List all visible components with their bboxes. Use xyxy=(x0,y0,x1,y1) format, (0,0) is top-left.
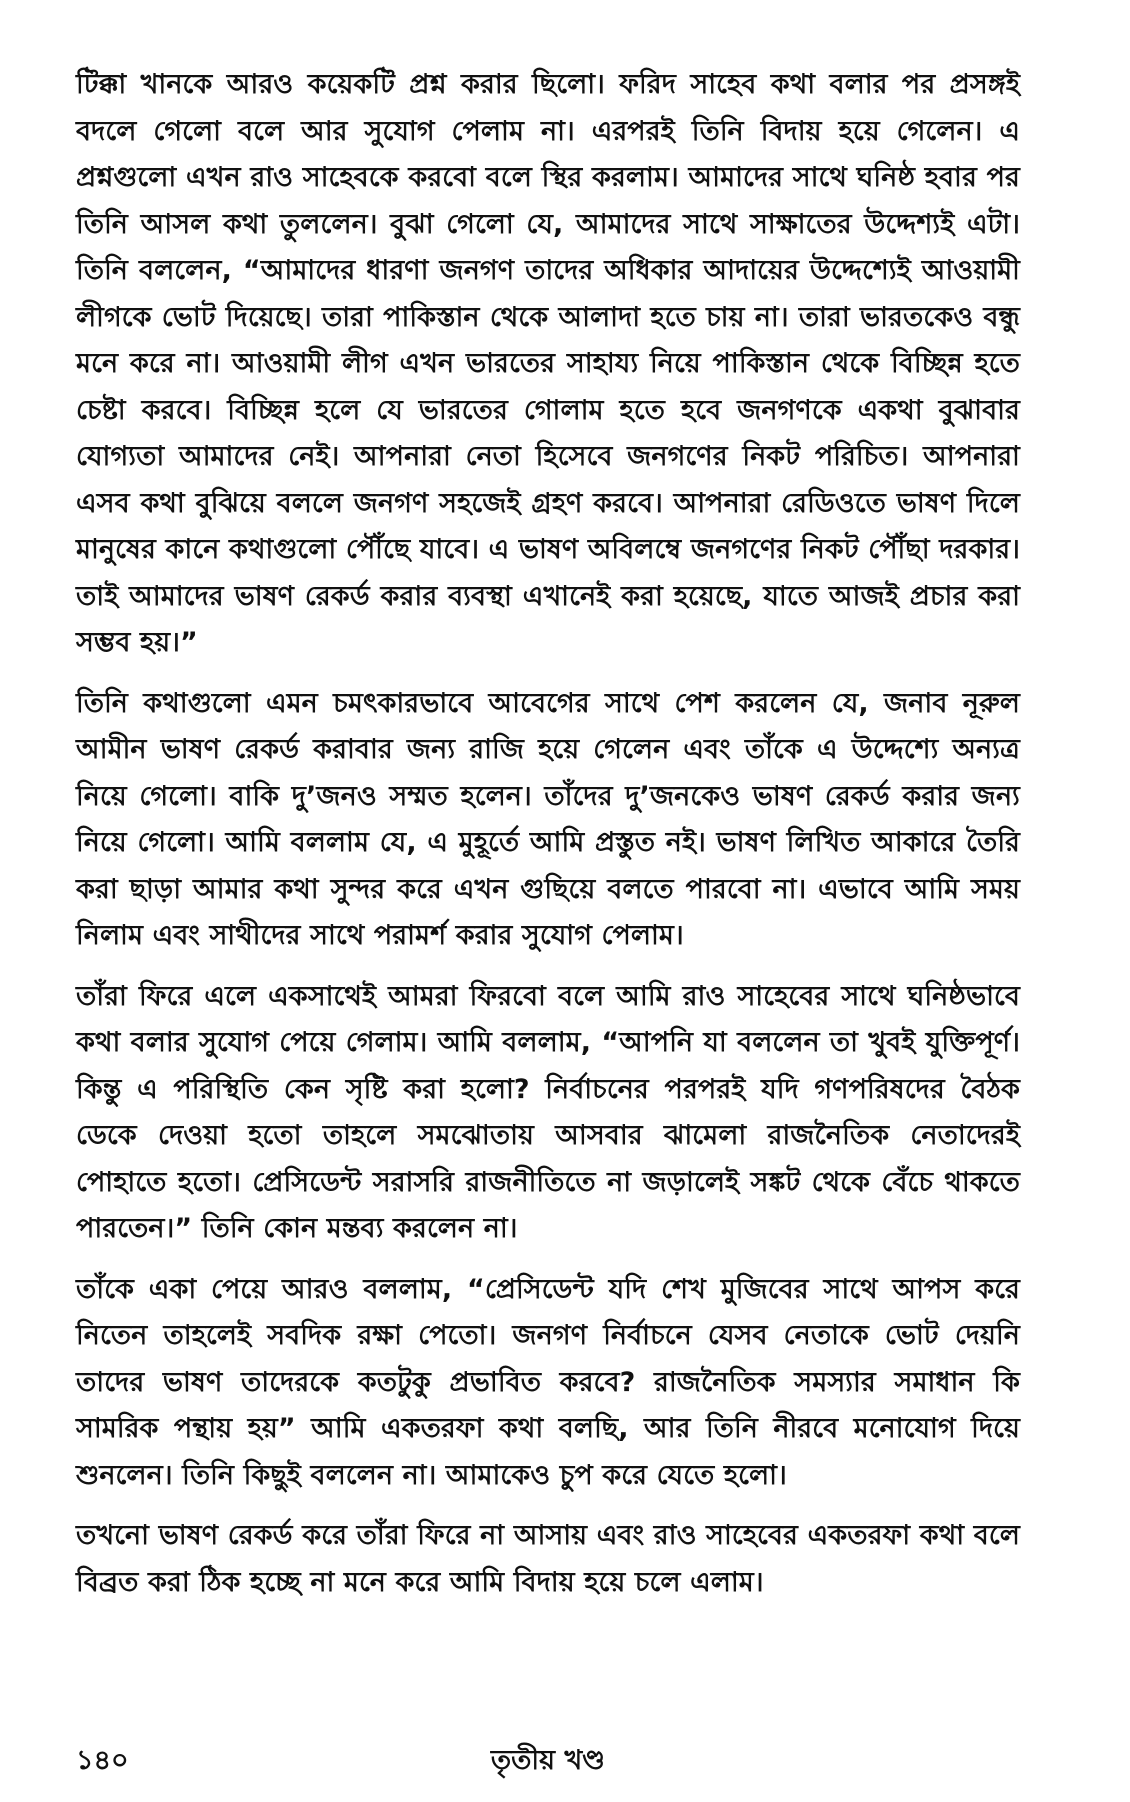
page-footer xyxy=(76,1740,1020,1780)
paragraph-2: তিনি কথাগুলো এমন চমৎকারভাবে আবেগের সাথে পেশ করলেন যে, জনাব নূরুল আমীন ভাষণ রেকর্ড করাবার জন্য রাজি হয়ে গেলেন এবং তাঁকে এ উদ্দেশ্যে অন্যত্র নিয়ে গেলো। বাকি দু’জনও সম্মত হলেন। তাঁদের দু’জনকেও ভাষণ রেকর্ড করার জন্য নিয়ে গেলো। আমি বললাম যে, এ মুহূর্তে আমি প্রস্তুত নই। ভাষণ লিখিত আকারে তৈরি করা ছাড়া আমার কথা সুন্দর করে এখন গুছিয়ে বলতে পারবো না। এভাবে আমি সময় নিলাম এবং সাথীদের সাথে পরামর্শ করার সুযোগ পেলাম। xyxy=(76,687,1020,951)
paragraph-5: তখনো ভাষণ রেকর্ড করে তাঁরা ফিরে না আসায় এবং রাও সাহেবের একতরফা কথা বলে বিব্রত করা ঠিক হচ্ছে না মনে করে আমি বিদায় হয়ে চলে এলাম। xyxy=(76,1520,1020,1598)
section-title: তৃতীয় খণ্ড xyxy=(490,1745,606,1776)
paragraph-3: তাঁরা ফিরে এলে একসাথেই আমরা ফিরবো বলে আমি রাও সাহেবের সাথে ঘনিষ্ঠভাবে কথা বলার সুযোগ পেয়ে গেলাম। আমি বললাম, “আপনি যা বললেন তা খুবই যুক্তিপূর্ণ। কিন্তু এ পরিস্থিতি কেন সৃষ্টি করা হলো? নির্বাচনের পরপরই যদি গণপরিষদের বৈঠক ডেকে দেওয়া হতো তাহলে সমঝোতায় আসবার ঝামেলা রাজনৈতিক নেতাদেরই পোহাতে হতো। প্রেসিডেন্ট সরাসরি রাজনীতিতে না জড়ালেই সঙ্কট থেকে বেঁচে থাকতে পারতেন।” তিনি কোন মন্তব্য করলেন না। xyxy=(76,980,1020,1244)
paragraph-1: টিক্কা খানকে আরও কয়েকটি প্রশ্ন করার ছিলো। ফরিদ সাহেব কথা বলার পর প্রসঙ্গই বদলে গেলো বলে আর সুযোগ পেলাম না। এরপরই তিনি বিদায় হয়ে গেলেন। এ প্রশ্নগুলো এখন রাও সাহেবকে করবো বলে স্থির করলাম। আমাদের সাথে ঘনিষ্ঠ হবার পর তিনি আসল কথা তুললেন। বুঝা গেলো যে, আমাদের সাথে সাক্ষাতের উদ্দেশ্যই এটা। তিনি বললেন, “আমাদের ধারণা জনগণ তাদের অধিকার আদায়ের উদ্দেশ্যেই আওয়ামী লীগকে ভোট দিয়েছে। তারা পাকিস্তান থেকে আলাদা হতে চায় না। তারা ভারতকেও বন্ধু মনে করে না। আওয়ামী লীগ এখন ভারতের সাহায্য নিয়ে পাকিস্তান থেকে বিচ্ছিন্ন হতে চেষ্টা করবে। বিচ্ছিন্ন হলে যে ভারতের গোলাম হতে হবে জনগণকে একথা বুঝাবার যোগ্যতা আমাদের নেই। আপনারা নেতা হিসেবে জনগণের নিকট পরিচিত। আপনারা এসব কথা বুঝিয়ে বললে জনগণ সহজেই গ্রহণ করবে। আপনারা রেডিওতে ভাষণ দিলে মানুষের কানে কথাগুলো পৌঁছে যাবে। এ ভাষণ অবিলম্বে জনগণের নিকট পৌঁছা দরকার। তাই আমাদের ভাষণ রেকর্ড করার ব্যবস্থা এখানেই করা হয়েছে, যাতে আজই প্রচার করা সম্ভব হয়।” xyxy=(76,69,1020,658)
body-text xyxy=(76,62,1020,1620)
paragraph-4: তাঁকে একা পেয়ে আরও বললাম, “প্রেসিডেন্ট যদি শেখ মুজিবের সাথে আপস করে নিতেন তাহলেই সবদিক রক্ষা পেতো। জনগণ নির্বাচনে যেসব নেতাকে ভোট দেয়নি তাদের ভাষণ তাদেরকে কতটুকু প্রভাবিত করবে? রাজনৈতিক সমস্যার সমাধান কি সামরিক পন্থায় হয়” আমি একতরফা কথা বলছি, আর তিনি নীরবে মনোযোগ দিয়ে শুনলেন। তিনি কিছুই বললেন না। আমাকেও চুপ করে যেতে হলো। xyxy=(76,1273,1020,1491)
page-number: ১৪০ xyxy=(76,1745,129,1776)
